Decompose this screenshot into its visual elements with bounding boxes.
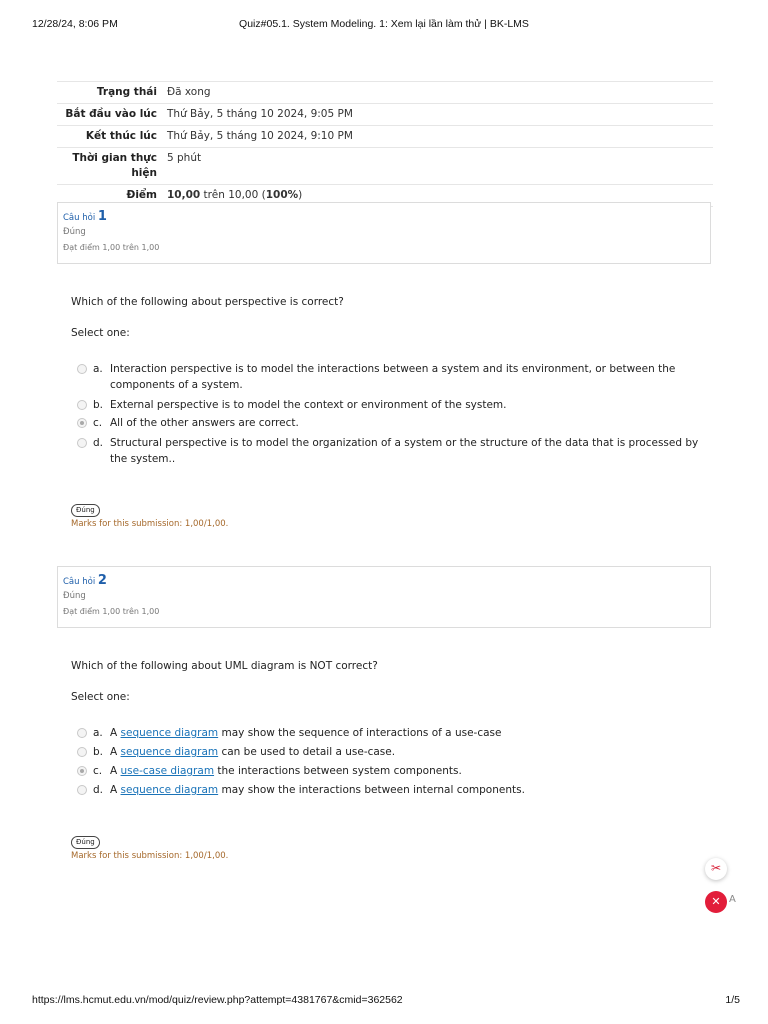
- summary-key: Kết thúc lúc: [57, 126, 167, 148]
- summary-value: 5 phút: [167, 148, 713, 185]
- radio-button[interactable]: [77, 747, 87, 757]
- radio-button[interactable]: [77, 438, 87, 448]
- radio-button[interactable]: [77, 364, 87, 374]
- answer-prefix: A: [110, 727, 121, 739]
- scissors-icon: ✂: [710, 861, 722, 875]
- glossary-link[interactable]: use-case diagram: [120, 765, 215, 777]
- close-button[interactable]: [705, 891, 727, 913]
- question-grade: Đạt điểm 1,00 trên 1,00: [63, 607, 160, 616]
- answer-letter: b.: [93, 399, 104, 411]
- question-number: [63, 209, 705, 224]
- glossary-link[interactable]: sequence diagram: [120, 727, 219, 739]
- summary-row-completed: [57, 126, 713, 148]
- answer-text: All of the other answers are correct.: [110, 417, 299, 429]
- fab-tail-text: A: [729, 894, 736, 905]
- answer-text: [110, 725, 710, 741]
- close-icon: ✕: [711, 895, 721, 908]
- radio-button[interactable]: [77, 400, 87, 410]
- summary-value: Thứ Bảy, 5 tháng 10 2024, 9:05 PM: [167, 104, 713, 126]
- answer-prefix: A: [110, 746, 121, 758]
- answer-letter: b.: [93, 746, 104, 758]
- correct-badge: Đúng: [71, 504, 100, 517]
- radio-button-selected[interactable]: [77, 418, 87, 428]
- glossary-link[interactable]: sequence diagram: [120, 784, 219, 796]
- answer-text: [110, 763, 710, 779]
- question-info-1: [57, 202, 711, 264]
- glossary-link[interactable]: sequence diagram: [120, 746, 219, 758]
- question-number-value: 1: [97, 209, 107, 224]
- print-title: Quiz#05.1. System Modeling. 1: Xem lại lần làm thử | BK-LMS: [239, 18, 529, 30]
- question-grade: Đạt điểm 1,00 trên 1,00: [63, 243, 160, 252]
- summary-row-state: [57, 82, 713, 104]
- summary-value: Đã xong: [167, 82, 713, 104]
- answer-letter: c.: [93, 417, 103, 429]
- summary-key: Bắt đầu vào lúc: [57, 104, 167, 126]
- summary-row-duration: [57, 148, 713, 185]
- question-text: Which of the following about UML diagram is NOT correct?: [71, 660, 378, 672]
- answer-prefix: A: [110, 765, 121, 777]
- summary-key: Điểm: [57, 185, 167, 207]
- summary-value: Thứ Bảy, 5 tháng 10 2024, 9:10 PM: [167, 126, 713, 148]
- grade-close: ): [298, 189, 303, 201]
- radio-button[interactable]: [77, 785, 87, 795]
- question-state: Đúng: [63, 227, 86, 237]
- summary-key: Trạng thái: [57, 82, 167, 104]
- grade-score: 10,00: [167, 189, 201, 201]
- radio-button-selected[interactable]: [77, 766, 87, 776]
- grade-out-of: trên 10,00 (: [200, 189, 266, 201]
- print-page-number: 1/5: [725, 994, 740, 1006]
- question-text: Which of the following about perspective is correct?: [71, 296, 344, 308]
- question-state: Đúng: [63, 591, 86, 601]
- marks-for-submission: Marks for this submission: 1,00/1,00.: [71, 851, 229, 861]
- answer-letter: a.: [93, 363, 103, 375]
- question-number: [63, 573, 705, 588]
- answer-text: External perspective is to model the context or environment of the system.: [110, 399, 507, 411]
- scissors-button[interactable]: [705, 858, 727, 880]
- select-one-prompt: Select one:: [71, 691, 130, 703]
- question-label: Câu hỏi: [63, 213, 96, 223]
- answer-text: [110, 782, 710, 798]
- answer-letter: a.: [93, 727, 103, 739]
- summary-row-started: [57, 104, 713, 126]
- radio-button[interactable]: [77, 728, 87, 738]
- answer-text: Structural perspective is to model the organization of a system or the structure of the data that is processed by the system..: [110, 437, 699, 465]
- answer-text: [110, 744, 710, 760]
- grade-percent: 100%: [265, 189, 299, 201]
- print-url: https://lms.hcmut.edu.vn/mod/quiz/review.php?attempt=4381767&cmid=362562: [32, 994, 403, 1006]
- answer-suffix: the interactions between system components.: [214, 765, 462, 777]
- question-label: Câu hỏi: [63, 577, 96, 587]
- answer-letter: d.: [93, 437, 104, 449]
- select-one-prompt: Select one:: [71, 327, 130, 339]
- attempt-summary-table: [57, 81, 713, 207]
- marks-for-submission: Marks for this submission: 1,00/1,00.: [71, 519, 229, 529]
- answer-suffix: can be used to detail a use-case.: [218, 746, 396, 758]
- summary-key: Thời gian thực hiện: [57, 148, 167, 185]
- answer-text: Interaction perspective is to model the interactions between a system and its environment, or between the components of a system.: [110, 363, 676, 391]
- answer-letter: d.: [93, 784, 104, 796]
- answer-suffix: may show the interactions between internal components.: [218, 784, 525, 796]
- question-info-2: [57, 566, 711, 628]
- answer-suffix: may show the sequence of interactions of a use-case: [218, 727, 502, 739]
- correct-badge: Đúng: [71, 836, 100, 849]
- answer-prefix: A: [110, 784, 121, 796]
- print-datetime: 12/28/24, 8:06 PM: [32, 18, 118, 30]
- answer-letter: c.: [93, 765, 103, 777]
- question-number-value: 2: [97, 573, 107, 588]
